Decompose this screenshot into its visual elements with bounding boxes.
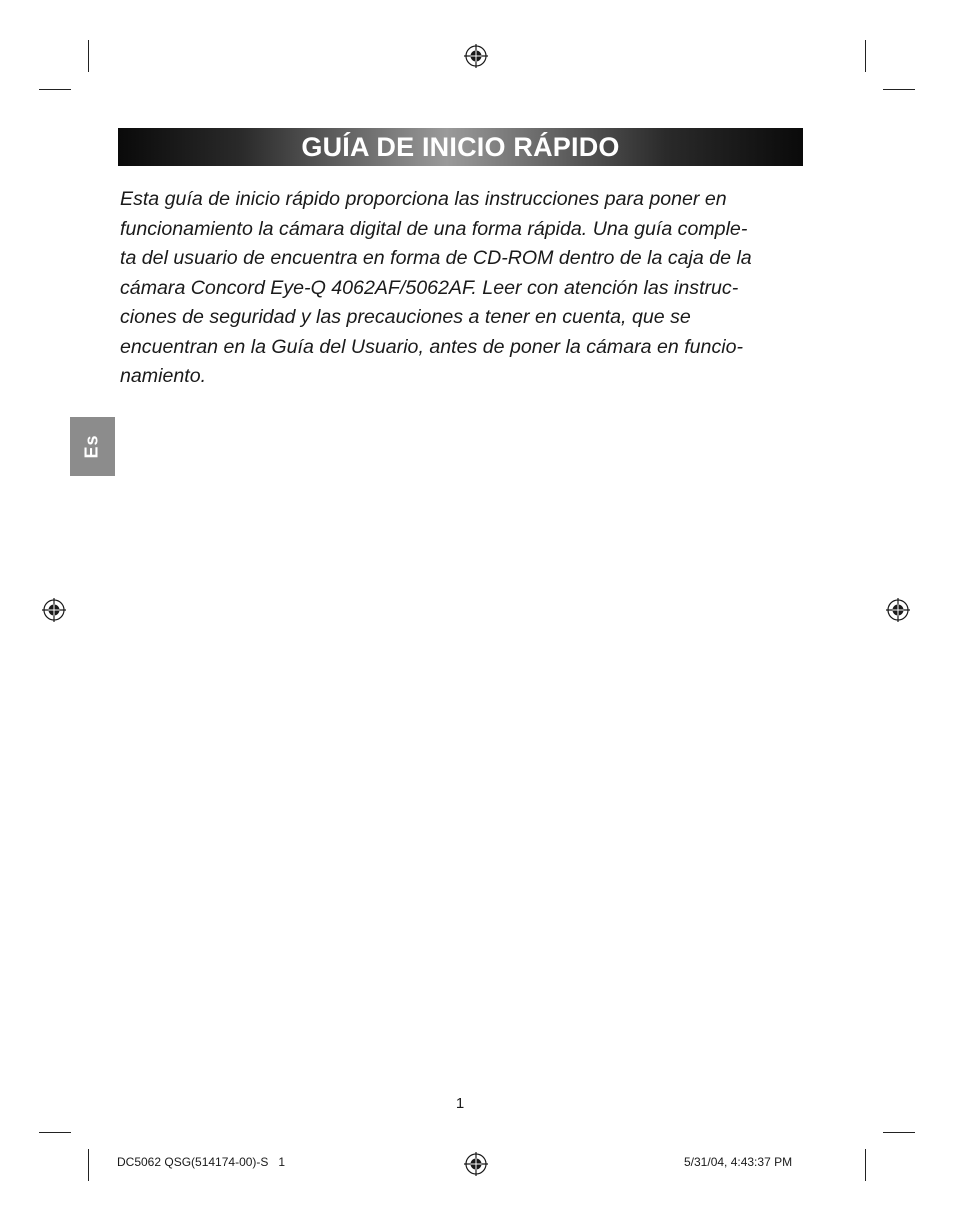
language-tab-label: Es: [82, 434, 102, 459]
registration-mark-icon: [42, 598, 66, 622]
crop-mark-bottom-right-horizontal: [883, 1132, 915, 1133]
crop-mark-top-left-vertical: [88, 40, 89, 72]
language-tab: [70, 417, 115, 476]
registration-mark-icon: [464, 1152, 488, 1176]
intro-line: ta del usuario de encuentra en forma de CD-ROM dentro de la caja de la: [120, 247, 752, 269]
crop-mark-top-left-horizontal: [39, 89, 71, 90]
crop-mark-top-right-vertical: [865, 40, 866, 72]
page-number: 1: [455, 1095, 465, 1112]
intro-line: Esta guía de inicio rápido proporciona las instrucciones para poner en: [120, 188, 727, 210]
crop-mark-bottom-left-horizontal: [39, 1132, 71, 1133]
crop-mark-bottom-right-vertical: [865, 1149, 866, 1181]
registration-mark-icon: [464, 44, 488, 68]
registration-mark-icon: [886, 598, 910, 622]
intro-line: namiento.: [120, 365, 207, 387]
intro-line: encuentran en la Guía del Usuario, antes de poner la cámara en funcio-: [120, 335, 744, 358]
title-banner: [118, 128, 803, 166]
intro-paragraph: [120, 185, 820, 392]
intro-line: ciones de seguridad y las precauciones a tener en cuenta, que se: [120, 306, 691, 328]
page-title: GUÍA DE INICIO RÁPIDO: [301, 131, 620, 162]
crop-mark-top-right-horizontal: [883, 89, 915, 90]
print-slug-file: DC5062 QSG(514174-00)-S 1: [117, 1155, 286, 1169]
intro-line: cámara Concord Eye-Q 4062AF/5062AF. Leer con atención las instruc-: [120, 276, 739, 299]
intro-line: funcionamiento la cámara digital de una forma rápida. Una guía comple-: [120, 217, 748, 240]
print-slug-timestamp: 5/31/04, 4:43:37 PM: [684, 1155, 793, 1169]
crop-mark-bottom-left-vertical: [88, 1149, 89, 1181]
